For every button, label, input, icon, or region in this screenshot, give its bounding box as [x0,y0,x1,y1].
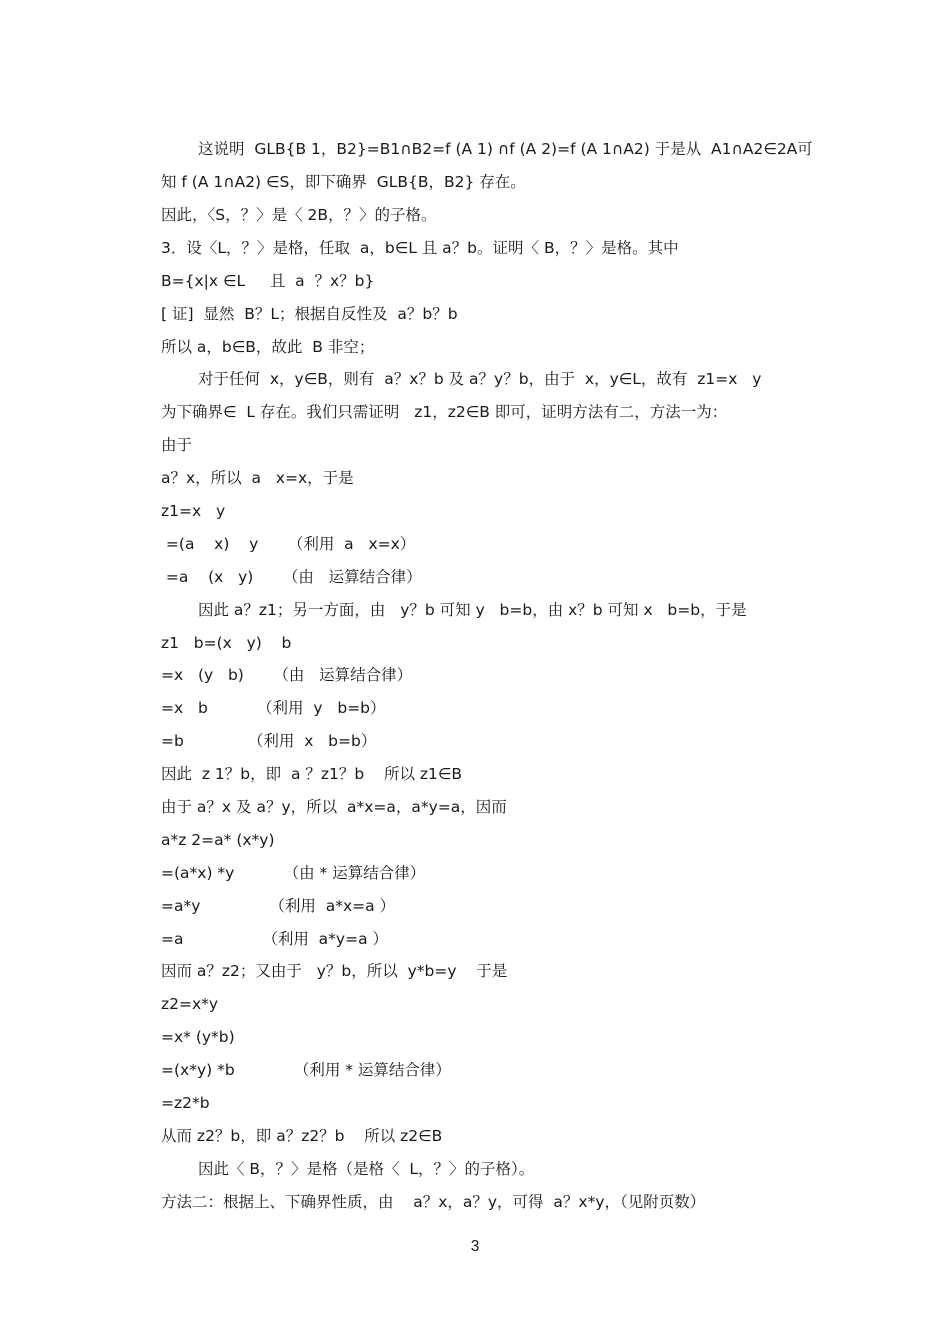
text-line-19: =b （利用 x b=b） [161,732,377,750]
text-line-4: 3．设〈L，？〉是格，任取 a，b∈L 且 a？b。证明〈 B，？〉是格。其中 [161,239,679,257]
text-line-33: 方法二：根据上、下确界性质，由 a？x，a？y，可得 a？x*y，（见附页数） [161,1193,706,1211]
text-line-14: =a (x y) （由 运算结合律） [161,568,422,586]
text-line-13: =(a x) y （利用 a x=x） [161,535,416,553]
text-line-5: B={x|x ∈L 且 a ？x？b} [161,272,375,290]
text-line-9: 为下确界∈ L 存在。我们只需证明 z1，z2∈B 即可，证明方法有二，方法一为： [161,403,728,421]
text-line-10: 由于 [161,436,193,454]
text-line-28: =x* (y*b) [161,1028,235,1046]
text-line-16: z1 b=(x y) b [161,634,292,652]
text-line-29: =(x*y) *b （利用 * 运算结合律） [161,1061,451,1079]
text-line-1: 这说明 GLB{B 1，B2}=B1∩B2=f (A 1) ∩f (A 2)=f (A 1∩A2) 于是从 A1∩A2∈2A可 [198,140,813,158]
text-line-12: z1=x y [161,502,226,520]
text-line-20: 因此 z 1？b，即 a ？z1？b 所以 z1∈B [161,765,463,783]
text-line-6: [ 证] 显然 B？L；根据自反性及 a？b？b [161,305,458,323]
text-line-18: =x b （利用 y b=b） [161,699,386,717]
text-line-31: 从而 z2？b，即 a？z2？b 所以 z2∈B [161,1127,443,1145]
text-line-8: 对于任何 x，y∈B，则有 a？x？b 及 a？y？b，由于 x，y∈L，故有 z1=x y [198,370,762,388]
text-line-3: 因此，〈S，？〉是〈 2B，？〉的子格。 [161,206,437,224]
text-line-27: z2=x*y [161,995,219,1013]
text-line-24: =a*y （利用 a*x=a ） [161,897,396,915]
text-line-25: =a （利用 a*y=a ） [161,930,389,948]
text-line-11: a？x，所以 a x=x，于是 [161,469,354,487]
text-line-15: 因此 a？z1；另一方面，由 y？b 可知 y b=b，由 x？b 可知 x b=b，于是 [198,601,747,619]
text-line-26: 因而 a？z2；又由于 y？b，所以 y*b=y 于是 [161,962,508,980]
text-line-7: 所以 a，b∈B，故此 B 非空； [161,338,375,356]
text-line-23: =(a*x) *y （由 * 运算结合律） [161,864,426,882]
text-line-22: a*z 2=a* (x*y) [161,831,275,849]
text-line-21: 由于 a？x 及 a？y，所以 a*x=a，a*y=a，因而 [161,798,507,816]
text-line-30: =z2*b [161,1094,210,1112]
page-number: 3 [470,1238,480,1255]
text-line-2: 知 f (A 1∩A2) ∈S，即下确界 GLB{B，B2} 存在。 [161,173,526,191]
text-line-32: 因此〈 B，？〉是格（是格〈 L，？〉的子格）。 [198,1160,535,1178]
text-line-17: =x (y b) （由 运算结合律） [161,666,413,684]
